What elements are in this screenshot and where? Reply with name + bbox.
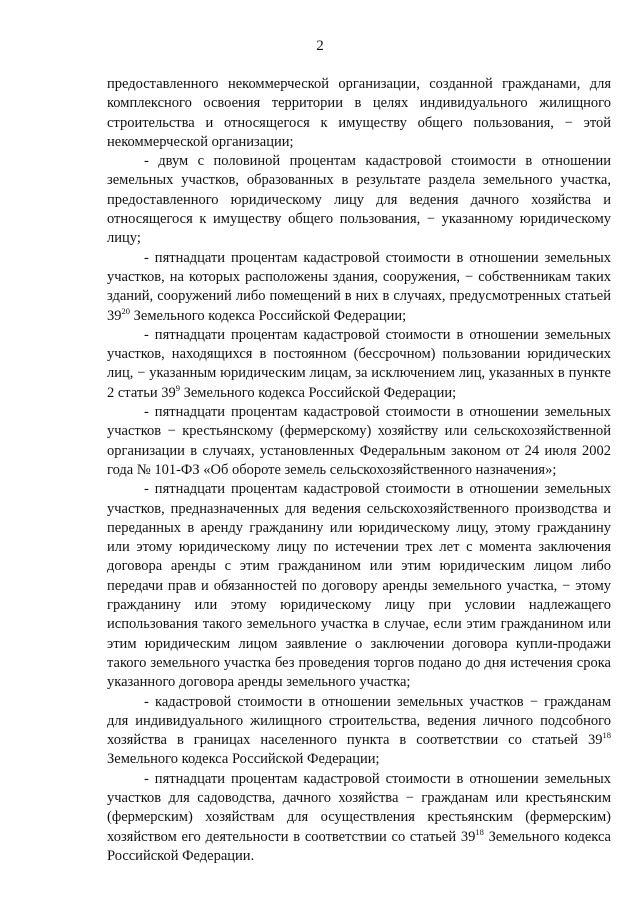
paragraph-text: - кадастровой стоимости в отношении земельных участков − гражданам для индивидуального жилищного строительства, ведения личного подсобного хозяйства в границах населенного пункта в соответствии со статьей 39	[107, 693, 611, 749]
document-body	[107, 75, 611, 866]
paragraph-list-item: - пятнадцати процентам кадастровой стоимости в отношении земельных участков − крестьянскому (фермерскому) хозяйству или сельскохозяйственной организации в случаях, установленных Федеральным законом от 24 июля 2002 года № 101-ФЗ «Об обороте земель сельскохозяйственного назначения»;	[107, 404, 611, 478]
paragraph-list-item	[107, 693, 611, 770]
paragraph-list-item: - двум с половиной процентам кадастровой стоимости в отношении земельных участков, образованных в результате раздела земельного участка, предоставленного юридическому лицу для ведения дачного хозяйства и относящегося к имуществу общего пользования, − указанному юридическому лицу;	[107, 153, 611, 247]
paragraph-list-item	[107, 770, 611, 866]
paragraph-text: - пятнадцати процентам кадастровой стоимости в отношении земельных участков, на которых расположены здания, сооружения, − собственникам таких зданий, сооружений либо помещений в них в случаях, предусмотренных статьей 39	[107, 249, 611, 324]
paragraph-list-item	[107, 249, 611, 326]
paragraph-list-item	[107, 326, 611, 403]
paragraph-continuation: предоставленного некоммерческой организации, созданной гражданами, для комплексного освоения территории в целях индивидуального жилищного строительства и относящегося к имуществу общего пользования, − этой некоммерческой организации;	[107, 76, 611, 150]
article-superscript: 18	[602, 730, 611, 741]
paragraph-text: Земельного кодекса Российской Федерации;	[179, 384, 457, 401]
paragraph-text: - пятнадцати процентам кадастровой стоимости в отношении земельных участков, находящихся в постоянном (бессрочном) пользовании юридических лиц, − указанным юридическим лицам, за исключением лиц, указанных в пункте 2 статьи 39	[107, 326, 611, 401]
page-number: 2	[316, 38, 324, 54]
article-superscript: 18	[475, 826, 484, 837]
paragraph-text: Земельного кодекса Российской Федерации;	[107, 751, 380, 768]
paragraph-text: Земельного кодекса Российской Федерации.	[107, 828, 611, 864]
article-superscript: 20	[121, 305, 130, 316]
article-superscript: 9	[175, 382, 180, 393]
paragraph-text: - пятнадцати процентам кадастровой стоимости в отношении земельных участков для садоводства, дачного хозяйства − гражданам или крестьянским (фермерским) хозяйствам для осуществления крестьянским (фермерским) хозяйством его деятельности в соответствии со статьей 39	[107, 770, 611, 845]
paragraph-list-item: - пятнадцати процентам кадастровой стоимости в отношении земельных участков, предназначенных для ведения сельскохозяйственного производства и переданных в аренду гражданину или юридическому лицу, этому гражданину или этому юридическому лицу по истечении трех лет с момента заключения договора аренды с этим гражданином или этим юридическим лицом либо передачи прав и обязанностей по договору аренды земельного участка, − этому гражданину или этому юридическому лицу при условии надлежащего использования такого земельного участка в случае, если этим гражданином или этим юридическим лицом заявление о заключении договора купли-продажи такого земельного участка без проведения торгов подано до дня истечения срока указанного договора аренды земельного участка;	[107, 481, 611, 691]
paragraph-text: Земельного кодекса Российской Федерации;	[130, 307, 407, 324]
